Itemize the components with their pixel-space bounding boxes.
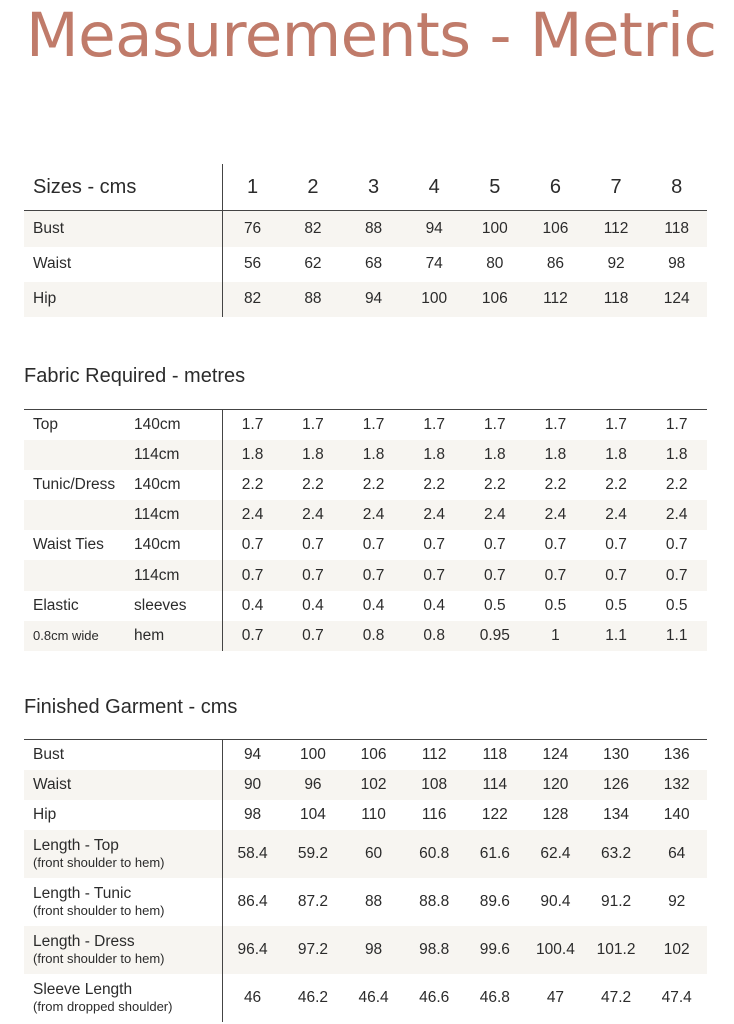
row-label-note: (front shoulder to hem)	[33, 950, 165, 966]
table-cell: 0.4	[423, 596, 445, 614]
table-cell: 46.6	[419, 988, 450, 1006]
table-cell: 0.7	[283, 621, 344, 651]
table-cell: 82	[222, 282, 283, 317]
row-label: Elastic	[33, 596, 79, 614]
table-cell: 0.5	[665, 596, 688, 614]
table-cell: 128	[542, 805, 569, 823]
table-row	[24, 211, 707, 247]
table-cell: 118	[586, 282, 647, 317]
table-cell: 96	[283, 770, 344, 800]
size-column-header: 4	[404, 164, 465, 211]
table-cell: 0.7	[241, 536, 264, 554]
table-cell: 124	[525, 740, 586, 770]
row-label-text: Length - Dress	[33, 932, 135, 950]
table-cell: 2.2	[605, 475, 627, 493]
table-cell: 0.7	[605, 536, 627, 554]
table-cell: 86.4	[237, 892, 268, 910]
table-cell: 2.2	[544, 475, 567, 493]
row-label: Tunic/Dress	[33, 475, 116, 493]
row-sublabel: 140cm	[134, 410, 222, 440]
table-cell: 63.2	[586, 830, 647, 878]
table-cell: 60	[343, 830, 404, 878]
table-cell: 0.7	[544, 536, 567, 554]
table-cell: 90	[222, 770, 283, 800]
row-label	[24, 560, 134, 590]
row-sublabel: hem	[134, 621, 222, 651]
table-cell: 2.4	[646, 500, 707, 530]
table-cell: 99.6	[465, 926, 526, 974]
row-label	[24, 500, 134, 530]
table-cell: 94	[222, 740, 283, 770]
size-column-header: 2	[283, 164, 344, 211]
sizes-header-label: Sizes - cms	[24, 164, 222, 211]
table-cell: 0.4	[302, 596, 324, 614]
table-cell: 96.4	[222, 926, 283, 974]
table-cell: 64	[646, 830, 707, 878]
row-sublabel: 114cm	[134, 440, 222, 470]
table-cell: 1.7	[302, 415, 324, 433]
table-cell: 104	[300, 805, 326, 823]
size-column-header: 1	[222, 164, 283, 211]
table-cell: 76	[222, 211, 283, 247]
row-label	[24, 740, 222, 770]
table-cell: 140	[663, 805, 690, 823]
table-cell: 92	[607, 255, 625, 272]
table-cell: 134	[603, 805, 629, 823]
table-cell: 0.7	[343, 560, 404, 590]
table-row	[24, 560, 707, 590]
table-cell: 59.2	[283, 830, 344, 878]
row-label	[24, 926, 222, 974]
table-cell: 1.7	[241, 415, 264, 433]
table-cell: 114	[465, 770, 526, 800]
row-label	[24, 830, 222, 878]
table-cell: 0.7	[404, 560, 465, 590]
table-cell: 124	[646, 282, 707, 317]
table-cell: 116	[421, 805, 447, 823]
size-column-header: 7	[586, 164, 647, 211]
row-label-text: Waist	[33, 775, 72, 793]
table-cell: 1	[525, 621, 586, 651]
table-cell: 47	[546, 988, 565, 1006]
table-cell: 102	[343, 770, 404, 800]
table-cell: 2.4	[404, 500, 465, 530]
table-row	[24, 621, 707, 651]
table-cell: 1.8	[465, 440, 526, 470]
table-cell: 2.2	[302, 475, 324, 493]
size-column-header: 8	[646, 164, 707, 211]
table-row	[24, 974, 707, 1022]
row-label-text: Bust	[33, 745, 65, 763]
table-cell: 2.2	[362, 475, 385, 493]
row-label-note: (from dropped shoulder)	[33, 998, 173, 1014]
row-sublabel: 114cm	[134, 560, 222, 590]
table-cell: 0.7	[222, 621, 283, 651]
table-cell: 1.7	[362, 415, 385, 433]
table-cell: 80	[486, 255, 504, 272]
garment-section-title: Finished Garment - cms	[24, 696, 238, 718]
table-cell: 122	[481, 805, 508, 823]
table-cell: 1.7	[423, 415, 445, 433]
row-label: Waist Ties	[33, 536, 104, 554]
row-label-text: Length - Tunic	[33, 884, 132, 902]
row-label	[24, 770, 222, 800]
row-sublabel: 140cm	[134, 470, 222, 500]
row-label-text: Hip	[33, 805, 57, 823]
page-title: Measurements - Metric	[26, 0, 717, 71]
table-cell: 47.2	[600, 988, 632, 1006]
table-cell: 100	[283, 740, 344, 770]
row-label	[24, 974, 222, 1022]
table-cell: 60.8	[404, 830, 465, 878]
table-cell: 1.8	[222, 440, 283, 470]
fabric-section-title: Fabric Required - metres	[24, 365, 246, 387]
table-cell: 100	[404, 282, 465, 317]
table-cell: 62.4	[525, 830, 586, 878]
table-row	[24, 830, 707, 878]
table-cell: 2.2	[423, 475, 445, 493]
table-cell: 120	[525, 770, 586, 800]
table-cell: 0.4	[362, 596, 385, 614]
table-cell: 94	[343, 282, 404, 317]
table-row	[24, 530, 707, 560]
row-label-text: Sleeve Length	[33, 980, 133, 998]
table-cell: 0.7	[484, 536, 506, 554]
table-cell: 88	[364, 892, 383, 910]
table-cell: 98.8	[404, 926, 465, 974]
table-cell: 2.4	[465, 500, 526, 530]
table-cell: 1.8	[525, 440, 586, 470]
table-cell: 46.2	[297, 988, 329, 1006]
table-cell: 100.4	[525, 926, 586, 974]
table-cell: 61.6	[465, 830, 526, 878]
table-row	[24, 878, 707, 926]
table-cell: 2.4	[525, 500, 586, 530]
table-cell: 46	[243, 988, 262, 1006]
table-cell: 101.2	[586, 926, 647, 974]
table-cell: 56	[243, 255, 262, 272]
table-cell: 91.2	[600, 892, 632, 910]
size-column-header: 3	[343, 164, 404, 211]
row-label	[24, 800, 222, 830]
table-cell: 2.2	[484, 475, 506, 493]
table-cell: 0.7	[302, 536, 324, 554]
table-cell: 0.8	[404, 621, 465, 651]
table-cell: 46.4	[358, 988, 389, 1006]
table-cell: 1.7	[605, 415, 627, 433]
table-cell: 98	[668, 255, 686, 272]
row-sublabel: 140cm	[134, 530, 222, 560]
table-cell: 1.1	[646, 621, 707, 651]
table-cell: 112	[586, 211, 647, 247]
garment-table	[24, 739, 707, 1022]
table-cell: 136	[646, 740, 707, 770]
table-cell: 112	[404, 740, 465, 770]
table-row	[24, 500, 707, 530]
table-cell: 87.2	[297, 892, 329, 910]
table-cell: 92	[668, 892, 686, 910]
table-cell: 1.8	[404, 440, 465, 470]
table-cell: 0.5	[484, 596, 506, 614]
table-row	[24, 926, 707, 974]
table-cell: 2.4	[222, 500, 283, 530]
table-row	[24, 470, 707, 500]
table-cell: 0.7	[465, 560, 526, 590]
table-cell: 88.8	[419, 892, 450, 910]
table-cell: 74	[425, 255, 443, 272]
table-row	[24, 800, 707, 830]
row-label	[24, 440, 134, 470]
row-label: Bust	[24, 211, 222, 247]
table-cell: 1.8	[343, 440, 404, 470]
table-cell: 1.8	[646, 440, 707, 470]
table-cell: 118	[465, 740, 526, 770]
table-cell: 0.7	[362, 536, 385, 554]
row-label: Waist	[24, 247, 222, 282]
table-cell: 118	[646, 211, 707, 247]
table-cell: 86	[546, 255, 565, 272]
table-cell: 1.7	[665, 415, 688, 433]
table-cell: 62	[304, 255, 322, 272]
size-column-header: 6	[525, 164, 586, 211]
table-cell: 0.5	[605, 596, 627, 614]
table-cell: 0.5	[544, 596, 567, 614]
row-label-note: (front shoulder to hem)	[33, 902, 165, 918]
table-cell: 0.4	[241, 596, 264, 614]
row-sublabel: sleeves	[134, 591, 222, 621]
row-label-note: (front shoulder to hem)	[33, 854, 165, 870]
table-row	[24, 410, 707, 440]
table-cell: 90.4	[540, 892, 571, 910]
table-cell: 94	[404, 211, 465, 247]
table-cell: 100	[465, 211, 526, 247]
table-cell: 0.7	[665, 536, 688, 554]
table-cell: 1.8	[586, 440, 647, 470]
row-label	[24, 878, 222, 926]
table-cell: 2.4	[586, 500, 647, 530]
table-cell: 132	[646, 770, 707, 800]
table-row	[24, 740, 707, 770]
table-cell: 1.8	[283, 440, 344, 470]
table-cell: 106	[465, 282, 526, 317]
table-cell: 112	[525, 282, 586, 317]
table-cell: 58.4	[222, 830, 283, 878]
row-label: Top	[33, 415, 58, 433]
row-label: 0.8cm wide	[24, 621, 134, 651]
table-cell: 0.7	[222, 560, 283, 590]
table-row	[24, 247, 707, 282]
table-cell: 0.7	[586, 560, 647, 590]
sizes-header-row	[24, 164, 707, 211]
table-row	[24, 440, 707, 470]
table-row	[24, 282, 707, 317]
table-cell: 0.95	[465, 621, 526, 651]
fabric-table	[24, 409, 707, 651]
table-cell: 88	[283, 282, 344, 317]
table-cell: 0.7	[423, 536, 445, 554]
table-cell: 97.2	[283, 926, 344, 974]
table-cell: 106	[525, 211, 586, 247]
sizes-table	[24, 164, 707, 317]
table-cell: 1.7	[484, 415, 506, 433]
table-cell: 126	[586, 770, 647, 800]
table-cell: 102	[646, 926, 707, 974]
table-cell: 1.7	[544, 415, 567, 433]
table-cell: 106	[343, 740, 404, 770]
table-cell: 82	[283, 211, 344, 247]
table-cell: 46.8	[479, 988, 510, 1006]
table-cell: 108	[404, 770, 465, 800]
row-label: Hip	[24, 282, 222, 317]
table-row	[24, 770, 707, 800]
table-cell: 89.6	[479, 892, 510, 910]
table-cell: 2.4	[343, 500, 404, 530]
table-cell: 68	[364, 255, 383, 272]
table-cell: 130	[586, 740, 647, 770]
table-cell: 2.2	[665, 475, 688, 493]
table-cell: 98	[343, 926, 404, 974]
table-cell: 88	[343, 211, 404, 247]
row-label-text: Length - Top	[33, 836, 119, 854]
table-cell: 0.8	[343, 621, 404, 651]
table-cell: 110	[361, 805, 386, 823]
table-cell: 47.4	[661, 988, 692, 1006]
table-cell: 2.2	[241, 475, 264, 493]
table-cell: 1.1	[586, 621, 647, 651]
size-column-header: 5	[465, 164, 526, 211]
table-cell: 98	[243, 805, 262, 823]
table-cell: 2.4	[283, 500, 344, 530]
table-cell: 0.7	[646, 560, 707, 590]
table-cell: 0.7	[525, 560, 586, 590]
table-cell: 0.7	[283, 560, 344, 590]
row-sublabel: 114cm	[134, 500, 222, 530]
table-row	[24, 591, 707, 621]
